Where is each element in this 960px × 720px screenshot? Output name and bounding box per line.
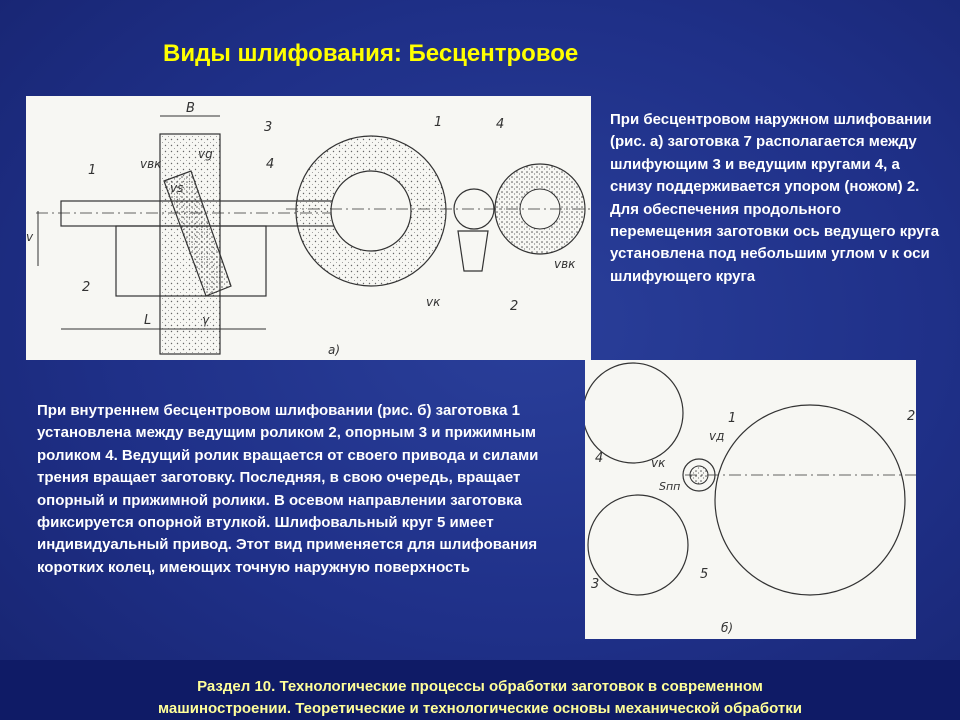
footer-line-2: машиностроении. Теоретические и технологические основы механической обработки bbox=[158, 700, 802, 717]
label-4-right: 4 bbox=[496, 117, 505, 132]
label-1-right: 1 bbox=[434, 115, 443, 130]
label-2-b: 2 bbox=[907, 409, 916, 424]
caption-b: б) bbox=[721, 621, 734, 635]
label-3-b: 3 bbox=[591, 577, 600, 592]
pressure-roller bbox=[585, 363, 683, 463]
label-1-b: 1 bbox=[728, 411, 737, 426]
description-internal-grinding: При внутреннем бесцентровом шлифовании (рис. б) заготовка 1 установлена между ведущим роликом 2, опорным 3 и прижимным роликом 4. Ведущий ролик вращается от своего привода и силами трения вращает заготовку. Последняя, в свою очередь, вращает опорный и прижимной ролики. В осевом направлении заготовка фиксируется опорной втулкой. Шлифовальный круг 5 имеет индивидуальный привод. Этот вид применяется для шлифования коротких колец, имеющих точную наружную поверхность bbox=[37, 402, 539, 576]
label-vg: vg bbox=[198, 147, 213, 161]
label-vs: vs bbox=[170, 181, 184, 195]
label-gamma: γ bbox=[202, 313, 210, 327]
label-vk-b: vк bbox=[651, 456, 666, 470]
label-vk: vк bbox=[426, 295, 441, 309]
label-snp-b: Sпп bbox=[659, 480, 681, 493]
slide-title: Виды шлифования: Бесцентровое bbox=[163, 40, 579, 67]
label-1: 1 bbox=[88, 163, 97, 178]
driving-roller bbox=[715, 405, 905, 595]
support-roller bbox=[588, 495, 688, 595]
label-4-b: 4 bbox=[595, 451, 604, 466]
figure-a-drawing bbox=[26, 96, 591, 360]
label-vbk: vвк bbox=[140, 157, 162, 171]
label-3: 3 bbox=[264, 120, 273, 135]
description-external-grinding: При бесцентровом наружном шлифовании (рис. а) заготовка 7 располагается между шлифующим 3 и ведущим кругами 4, а снизу поддерживается упором (ножом) 2. Для обеспечения продольного перемещения заготовки ось ведущего круга установлена под небольшим углом v к оси шлифующего круга bbox=[610, 111, 940, 285]
grinding-wheel-bore bbox=[331, 171, 411, 251]
footer-line-1: Раздел 10. Технологические процессы обработки заготовок в современном bbox=[197, 678, 763, 695]
caption-a: а) bbox=[328, 343, 341, 357]
label-l: L bbox=[144, 313, 152, 328]
label-vd-b: vд bbox=[709, 429, 725, 443]
label-2: 2 bbox=[82, 280, 91, 295]
label-v: v bbox=[26, 230, 34, 244]
figure-b-drawing bbox=[585, 360, 916, 639]
label-2-right: 2 bbox=[510, 299, 519, 314]
footer-section-title bbox=[0, 676, 960, 720]
figure-b-internal-centerless-grinding bbox=[585, 360, 916, 639]
label-b: B bbox=[186, 101, 195, 116]
figure-a-external-centerless-grinding bbox=[26, 96, 591, 360]
label-5-b: 5 bbox=[700, 567, 709, 582]
label-vbk-right: vвк bbox=[554, 257, 576, 271]
label-4: 4 bbox=[266, 157, 275, 172]
knife-front bbox=[458, 231, 488, 271]
